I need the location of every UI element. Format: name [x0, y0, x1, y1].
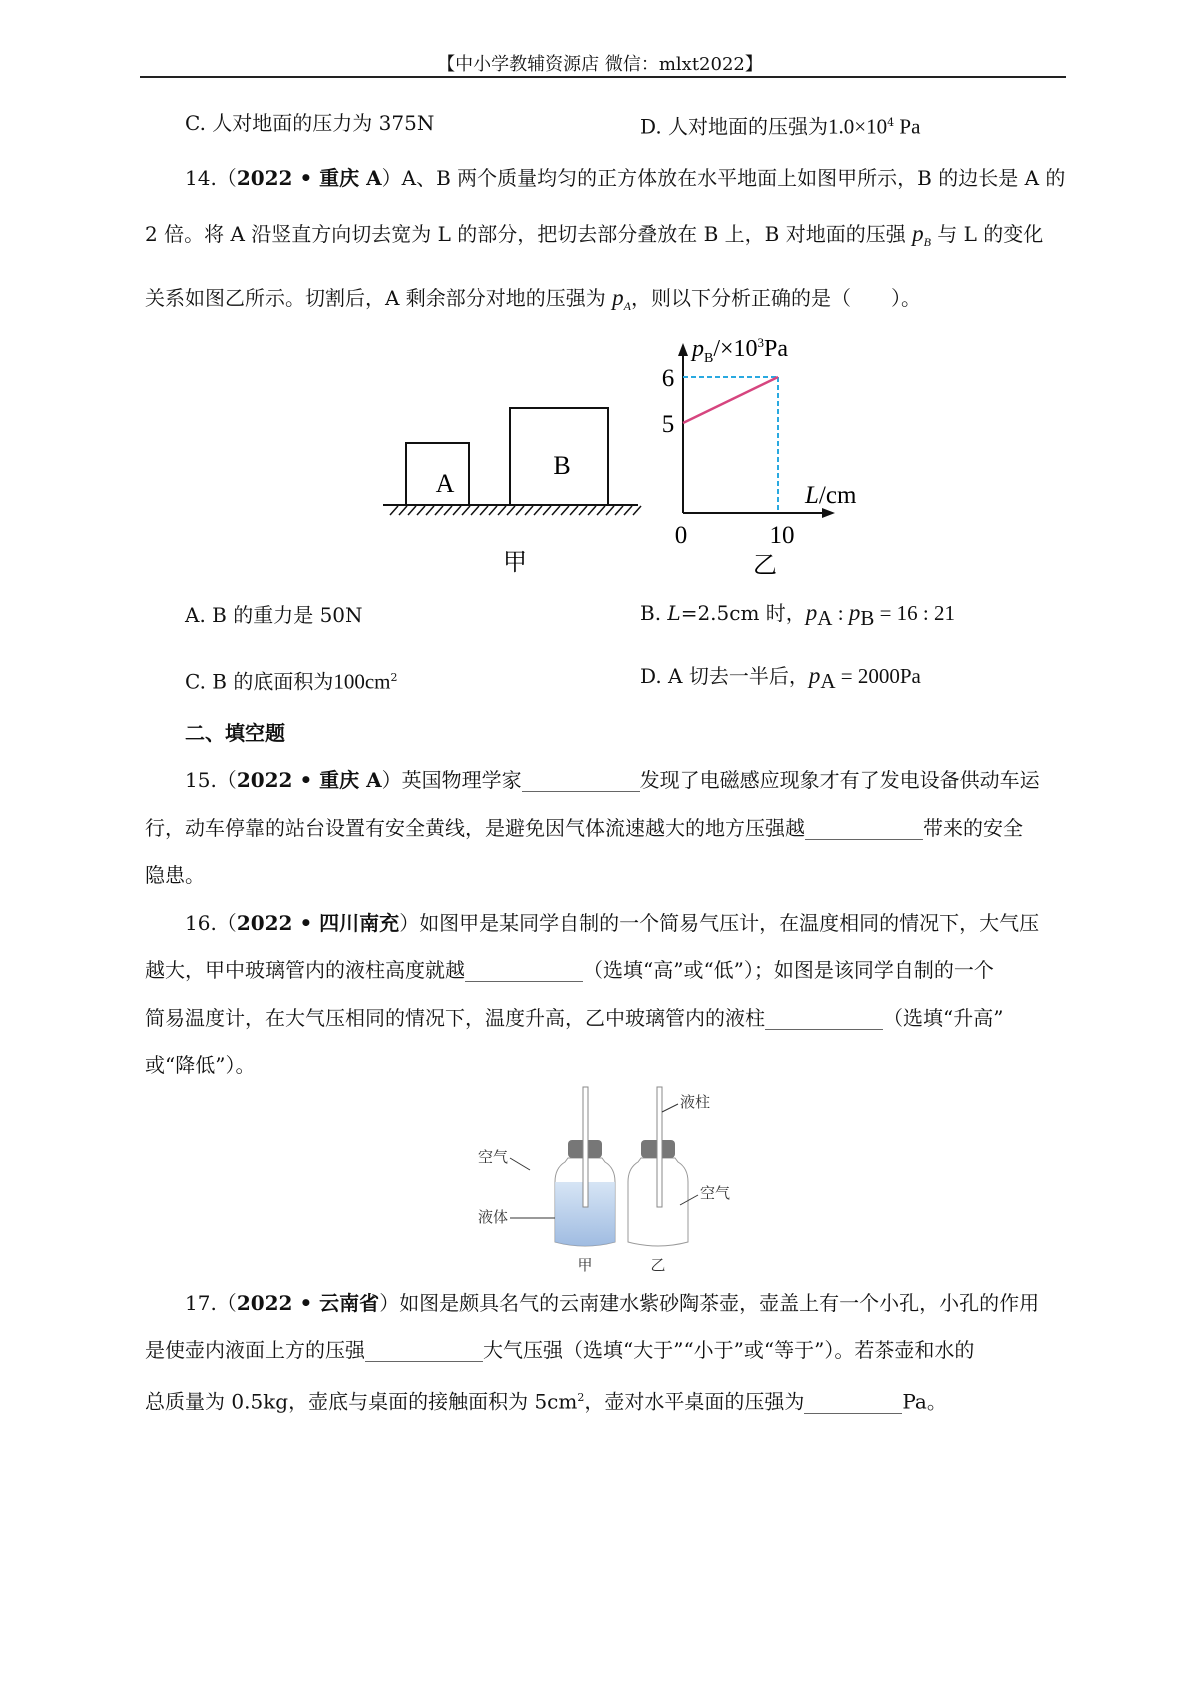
- caption-yi: 乙: [753, 553, 777, 579]
- q-text: ，则以下分析正确的是（ ）。: [631, 286, 922, 310]
- option-text: D. A 切去一半后，: [640, 664, 809, 688]
- hatch-mark: [498, 506, 506, 515]
- ratio-value: = 16 : 21: [874, 601, 956, 625]
- q-text: 大气压强（选填“大于”“小于”或“等于”）。若茶壶和水的: [483, 1338, 975, 1362]
- q-text: 2 倍。将 A 沿竖直方向切去宽为 L 的部分，把切去部分叠放在 B 上，B 对地面的压强: [145, 222, 913, 246]
- q14-option-b: [640, 601, 955, 630]
- glass-tube: [657, 1087, 662, 1207]
- q-text: A、B 两个质量均匀的正方体放在水平地面上如图甲所示，B 的边长是 A 的: [401, 166, 1066, 190]
- hatch-mark: [588, 506, 596, 515]
- page-header: 【中小学教辅资源店 微信：mlxt2022】: [437, 54, 763, 75]
- hatch-mark: [426, 506, 434, 515]
- q-text: ，壶对水平桌面的压强为: [584, 1389, 805, 1414]
- y-label-exp: 3: [757, 335, 765, 350]
- x-axis-arrow: [822, 508, 835, 518]
- math: 1.0×10: [828, 114, 888, 139]
- figure-yi-chart: [662, 335, 857, 579]
- q14-option-a: A. B 的重力是 50N: [185, 603, 363, 627]
- q14-option-d: [640, 664, 921, 693]
- q-text: 如图甲是某同学自制的一个简易气压计，在温度相同的情况下，大气压: [419, 911, 1040, 935]
- hatch-mark: [606, 506, 614, 515]
- label-air-right: 空气: [700, 1186, 731, 1202]
- answer-blank[interactable]: [765, 1009, 883, 1030]
- q-close: ）: [379, 1291, 400, 1315]
- q-text: 关系如图乙所示。切割后，A 剩余部分对地的压强为: [145, 286, 613, 310]
- q-text: （选填“高”或“低”）；如图是该同学自制的一个: [583, 958, 994, 982]
- q-source: 2022 • 重庆 A: [236, 768, 382, 792]
- q-text: 带来的安全: [923, 816, 1023, 840]
- hatch-mark: [435, 506, 443, 515]
- q15-line-2: [145, 816, 1023, 840]
- glass-tube: [583, 1087, 588, 1207]
- math-p: p: [808, 663, 821, 688]
- hatch-mark: [516, 506, 524, 515]
- caption-jia: 甲: [503, 550, 527, 576]
- section-title: 二、填空题: [185, 721, 285, 745]
- option-c-prev: C. 人对地面的压力为 375N: [185, 111, 435, 135]
- q-source: 2022 • 云南省: [236, 1291, 380, 1315]
- q-num: 14.（: [185, 166, 237, 190]
- math-sub: B: [860, 606, 875, 630]
- math-p: p: [612, 285, 624, 310]
- answer-blank[interactable]: [804, 1393, 902, 1414]
- q-text: （选填“升高”: [883, 1006, 1004, 1030]
- math-p: p: [848, 600, 861, 625]
- math: 100cm: [333, 669, 391, 694]
- q-close: ）: [381, 768, 402, 792]
- q-text: 是使壶内液面上方的压强: [145, 1338, 365, 1362]
- hatch-mark: [597, 506, 605, 515]
- hatch-mark: [408, 506, 416, 515]
- y-label-sub: B: [704, 351, 714, 366]
- leader-line: [510, 1158, 530, 1170]
- bottle-yi: [628, 1087, 688, 1246]
- hatch-mark: [471, 506, 479, 515]
- hatch-mark: [615, 506, 623, 515]
- bottle-jia: [555, 1087, 615, 1246]
- q-text: 总质量为 0.5kg，壶底与桌面的接触面积为 5cm: [145, 1389, 578, 1414]
- q-text: 发现了电磁感应现象才有了发电设备供动车运: [639, 768, 1040, 792]
- hatch-mark: [453, 506, 461, 515]
- q-source: 2022 • 四川南充: [236, 911, 400, 935]
- y-label-p: p: [692, 336, 704, 362]
- hatch-mark: [417, 506, 425, 515]
- y-label-pa: Pa: [764, 336, 789, 362]
- q17-line-3: [145, 1386, 947, 1414]
- q15-line-3: 隐患。: [145, 863, 205, 887]
- hatch-mark: [561, 506, 569, 515]
- cube-b-label: B: [553, 451, 571, 480]
- q-text: 英国物理学家: [401, 768, 522, 792]
- y-tick-label: 6: [661, 365, 675, 392]
- q-text: 行，动车停靠的站台设置有安全黄线，是避免因气体流速越大的地方压强越: [145, 816, 805, 840]
- q-text: 越大，甲中玻璃管内的液柱高度就越: [145, 958, 465, 982]
- label-air-left: 空气: [478, 1150, 509, 1166]
- q17-line-1: [185, 1291, 1039, 1315]
- exponent: 4: [887, 116, 895, 129]
- math-p: p: [805, 600, 818, 625]
- y-label-unit: /×10: [713, 336, 758, 362]
- math-sub: B: [923, 235, 931, 249]
- q15-line-1: [185, 768, 1040, 792]
- x-axis-label: [804, 482, 857, 509]
- answer-blank[interactable]: [465, 961, 583, 982]
- hatch-mark: [552, 506, 560, 515]
- exponent: 2: [390, 671, 398, 684]
- answer-blank[interactable]: [805, 819, 923, 840]
- hatch-mark: [489, 506, 497, 515]
- math-sub: A: [817, 606, 833, 630]
- q-close: ）: [381, 166, 402, 190]
- ratio-colon: :: [832, 601, 849, 625]
- y-axis-arrow: [678, 343, 688, 356]
- label-column: 液柱: [680, 1095, 711, 1111]
- hatch-mark: [462, 506, 470, 515]
- x-label-unit: /cm: [818, 482, 857, 509]
- unit: Pa: [894, 114, 921, 139]
- label-liquid: 液体: [478, 1210, 509, 1226]
- q-num: 17.（: [185, 1291, 237, 1315]
- cube-a-label: A: [435, 469, 455, 498]
- x-label-var: L: [805, 482, 819, 509]
- answer-blank[interactable]: [522, 771, 640, 792]
- q16-line-1: [185, 911, 1039, 935]
- q-text: 如图是颇具名气的云南建水紫砂陶茶壶，壶盖上有一个小孔，小孔的作用: [399, 1291, 1040, 1315]
- q17-line-2: [145, 1338, 974, 1362]
- q16-line-2: [145, 958, 994, 982]
- option-text: C. B 的底面积为: [185, 669, 334, 694]
- math-sub: A: [623, 299, 632, 313]
- q-text: 与 L 的变化: [930, 222, 1044, 246]
- hatch-mark: [480, 506, 488, 515]
- hatch-mark: [525, 506, 533, 515]
- math-sub: A: [820, 669, 836, 693]
- math: = 2000Pa: [835, 664, 921, 688]
- option-text: B.: [640, 601, 668, 625]
- hatch-mark: [579, 506, 587, 515]
- q-source: 2022 • 重庆 A: [236, 166, 382, 190]
- q16-figure: [478, 1080, 770, 1280]
- x-tick-label: 10: [769, 522, 795, 549]
- math-p: p: [912, 221, 924, 246]
- q-text: 简易温度计，在大气压相同的情况下，温度升高，乙中玻璃管内的液柱: [145, 1006, 765, 1030]
- hatch-mark: [534, 506, 542, 515]
- q-text: Pa。: [902, 1389, 947, 1414]
- hatch-mark: [543, 506, 551, 515]
- q-close: ）: [399, 911, 420, 935]
- y-tick-label: 5: [661, 411, 675, 438]
- hatch-mark: [633, 506, 641, 515]
- hatch-mark: [399, 506, 407, 515]
- q14-figure: [0, 0, 1200, 600]
- caption-yi: 乙: [650, 1258, 666, 1274]
- hatch-mark: [507, 506, 515, 515]
- y-axis-label: [690, 335, 788, 366]
- exponent: 2: [577, 1391, 585, 1404]
- data-line: [683, 377, 778, 423]
- q16-line-4: 或“降低”）。: [145, 1053, 256, 1077]
- caption-jia: 甲: [577, 1258, 593, 1274]
- figure-jia: [383, 408, 641, 576]
- answer-blank[interactable]: [365, 1341, 483, 1362]
- leader-line: [662, 1104, 678, 1112]
- option-text: =2.5cm 时，: [680, 601, 806, 625]
- q-num: 15.（: [185, 768, 237, 792]
- hatch-mark: [390, 506, 398, 515]
- ground-hatching: [390, 506, 641, 515]
- q16-line-3: [145, 1006, 1003, 1030]
- q14-option-c: [185, 666, 398, 694]
- q-num: 16.（: [185, 911, 237, 935]
- x-tick-label: 0: [674, 522, 688, 549]
- option-text: D. 人对地面的压强为: [640, 114, 829, 139]
- hatch-mark: [570, 506, 578, 515]
- math-L: L: [667, 601, 681, 625]
- hatch-mark: [444, 506, 452, 515]
- hatch-mark: [624, 506, 632, 515]
